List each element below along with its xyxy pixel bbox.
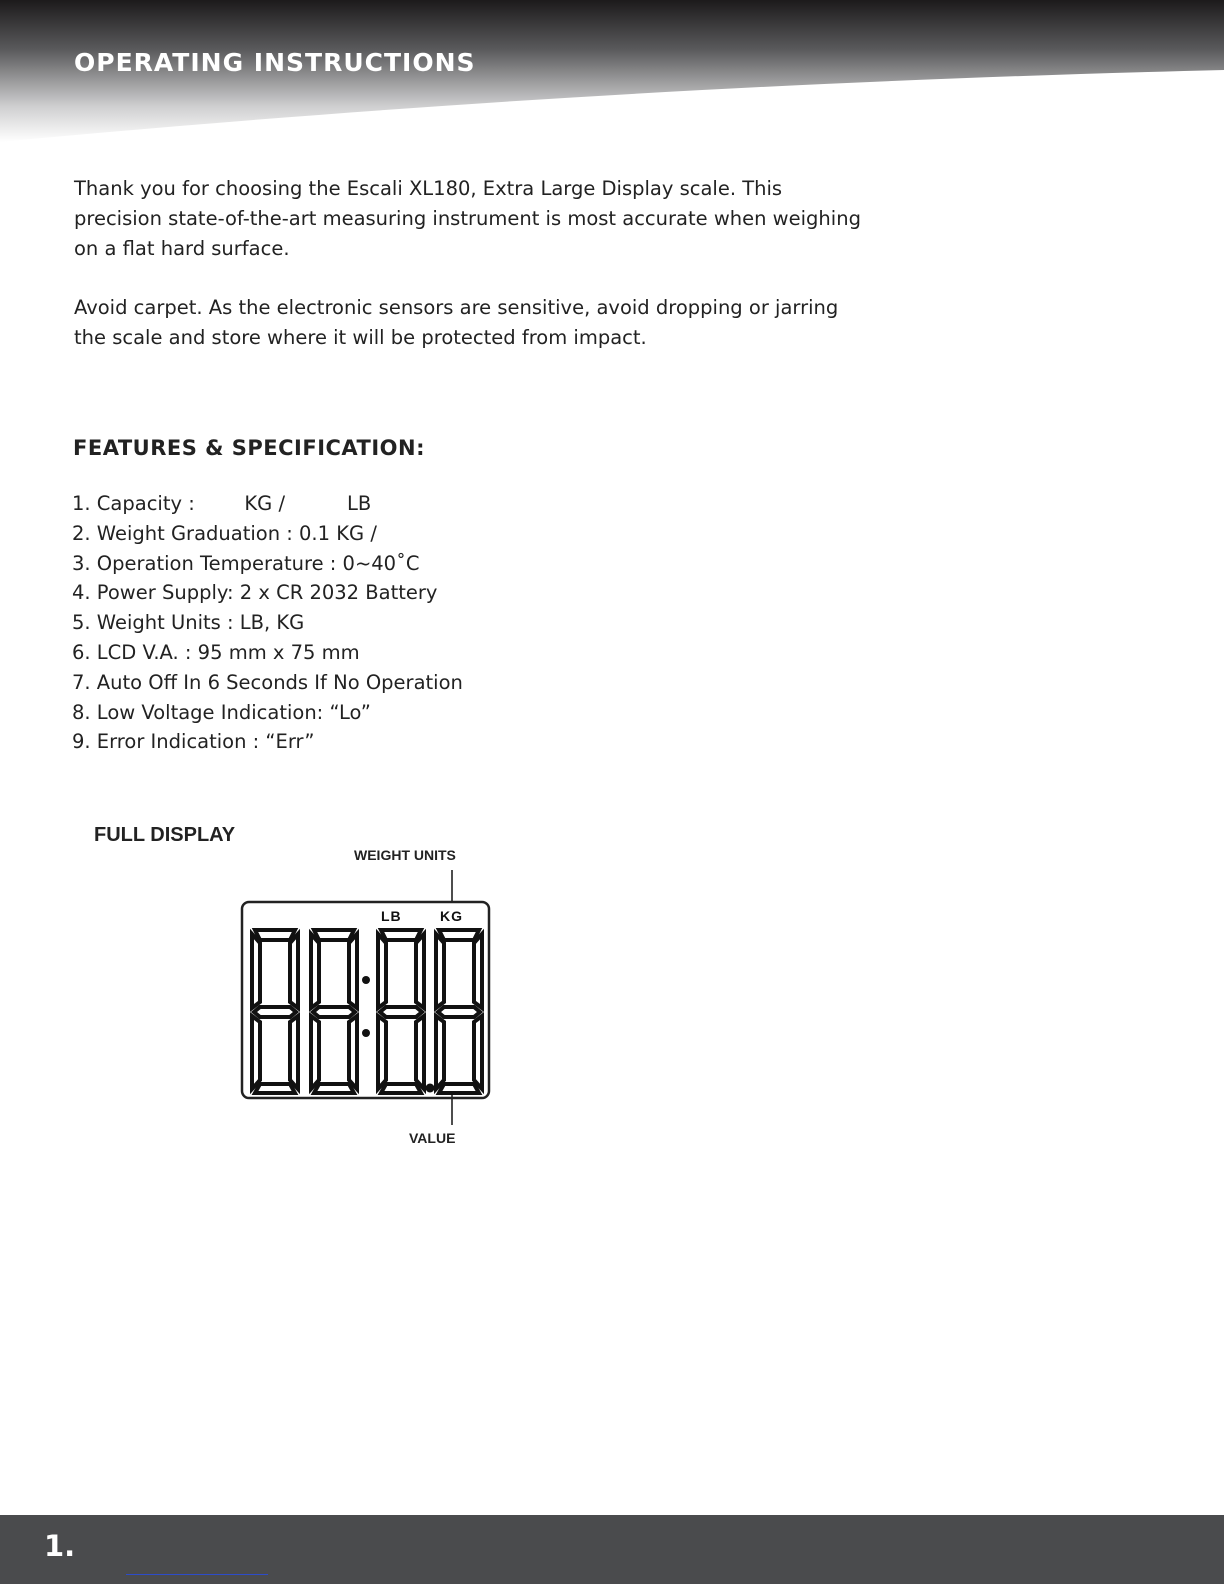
list-item: 1. Capacity : KG / LB [72, 492, 372, 515]
list-item: 3. Operation Temperature : 0~40˚C [72, 551, 420, 575]
intro-paragraph-2: Avoid carpet. As the electronic sensors are sensitive, avoid dropping or jarring the scale and store where it will be protected from impact. [74, 296, 839, 349]
footer-link-underline[interactable] [126, 1574, 268, 1575]
list-item: 2. Weight Graduation : 0.1 KG / [72, 521, 377, 545]
colon-dot-upper [362, 976, 370, 984]
features-heading: FEATURES & SPECIFICATION: [73, 436, 426, 460]
colon-dot-lower [362, 1029, 370, 1037]
list-item: 6. LCD V.A. : 95 mm x 75 mm [72, 640, 360, 664]
features-list [72, 489, 463, 757]
weight-units-callout: WEIGHT UNITS [354, 847, 456, 863]
list-item: 7. Auto Off In 6 Seconds If No Operation [72, 670, 463, 694]
unit-lb-indicator: LB [381, 908, 402, 924]
page-title: OPERATING INSTRUCTIONS [74, 48, 476, 77]
page-number: 1. [44, 1529, 76, 1563]
list-item: 5. Weight Units : LB, KG [72, 611, 305, 635]
footer-bar [0, 1515, 1224, 1584]
lcd-display-diagram [230, 840, 530, 1160]
intro-paragraph-1: Thank you for choosing the Escali XL180, Extra Large Display scale. This precision state-of-the-art measuring instrument is most accurate when weighing on a flat hard surface. [74, 177, 861, 260]
list-item: 9. Error Indication : “Err” [72, 730, 315, 754]
decimal-point [426, 1084, 435, 1093]
unit-kg-indicator: KG [440, 908, 463, 924]
full-display-label: FULL DISPLAY [94, 824, 236, 846]
list-item: 8. Low Voltage Indication: “Lo” [72, 700, 371, 724]
list-item: 4. Power Supply: 2 x CR 2032 Battery [72, 581, 438, 605]
value-callout: VALUE [409, 1130, 456, 1146]
